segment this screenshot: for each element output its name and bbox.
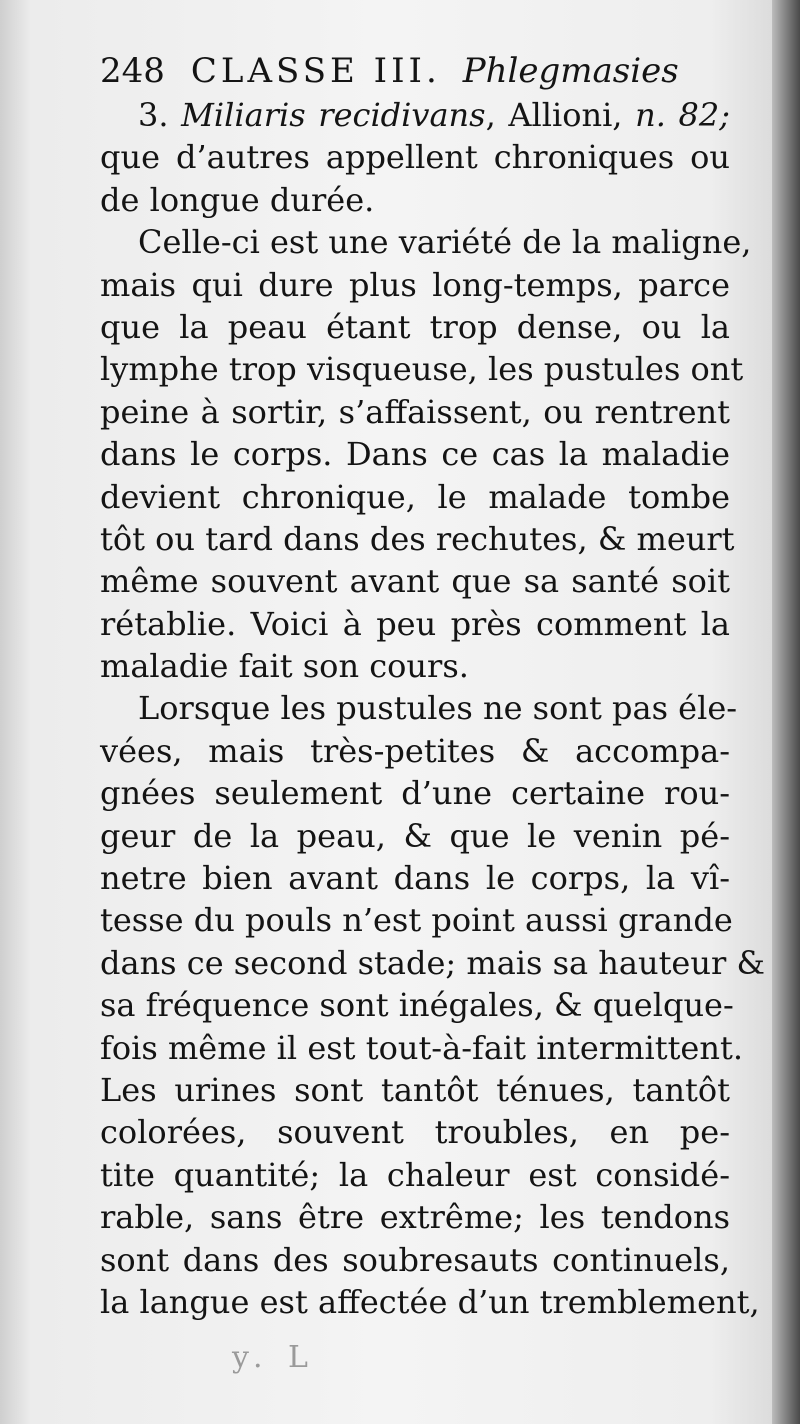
text-line: que d’autres appellent chroniques ou — [100, 138, 730, 177]
text-line: geur de la peau, & que le venin pé- — [100, 816, 730, 855]
entry-heading: 3. Miliaris recidivans, Allioni, n. 82; — [138, 96, 730, 134]
text-line: sa fréquence sont inégales, & quelque- — [100, 986, 734, 1025]
book-spine-shadow — [772, 0, 800, 1424]
bleed-through-marks: y. L — [232, 1340, 316, 1375]
entry-number: 3. — [138, 96, 169, 134]
text-block — [100, 48, 765, 1323]
text-line: tite quantité; la chaleur est considé- — [100, 1155, 730, 1194]
text-line: rable, sans être extrême; les tendons — [100, 1198, 730, 1237]
entry-ref-number: 82; — [678, 96, 730, 134]
entry-author: Allioni — [508, 96, 613, 134]
entry-ref-prefix: n. — [635, 96, 666, 134]
text-line: colorées, souvent troubles, en pe- — [100, 1113, 730, 1152]
running-title: Phlegmasies — [462, 51, 679, 91]
text-line: vées, mais très-petites & accompa- — [100, 731, 730, 770]
text-line: lymphe trop visqueuse, les pustules ont — [100, 350, 744, 389]
text-line: sont dans des soubresauts continuels, — [100, 1240, 730, 1279]
text-line: Les urines sont tantôt ténues, tantôt — [100, 1070, 730, 1109]
text-line: même souvent avant que sa santé soit — [100, 562, 730, 601]
text-line: tôt ou tard dans des rechutes, & meurt — [100, 519, 735, 558]
text-line: peine à sortir, s’affaissent, ou rentrent — [100, 392, 730, 431]
text-line: gnées seulement d’une certaine rou- — [100, 774, 730, 813]
page-number: 248 — [100, 51, 165, 91]
text-line: netre bien avant dans le corps, la vî- — [100, 859, 730, 898]
text-line: fois même il est tout-à-fait intermittent. — [100, 1028, 743, 1067]
text-line: dans ce second stade; mais sa hauteur & — [100, 943, 765, 982]
text-line: la langue est affectée d’un tremblement, — [100, 1282, 760, 1321]
paragraph-start: Lorsque les pustules ne sont pas éle- — [138, 689, 738, 728]
class-label: CLASSE III. — [190, 51, 441, 91]
text-line: dans le corps. Dans ce cas la maladie — [100, 435, 730, 474]
text-line: tesse du pouls n’est point aussi grande — [100, 901, 733, 940]
paragraph-start: Celle-ci est une variété de la maligne, — [138, 223, 752, 262]
text-line: mais qui dure plus long-temps, parce — [100, 265, 730, 304]
text-line: rétablie. Voici à peu près comment la — [100, 604, 730, 643]
text-line: que la peau étant trop dense, ou la — [100, 307, 730, 346]
running-header — [100, 48, 730, 94]
text-line: de longue durée. — [100, 180, 375, 219]
text-line: devient chronique, le malade tombe — [100, 477, 730, 516]
entry-name: Miliaris recidivans — [181, 96, 486, 134]
text-line: maladie fait son cours. — [100, 647, 469, 686]
